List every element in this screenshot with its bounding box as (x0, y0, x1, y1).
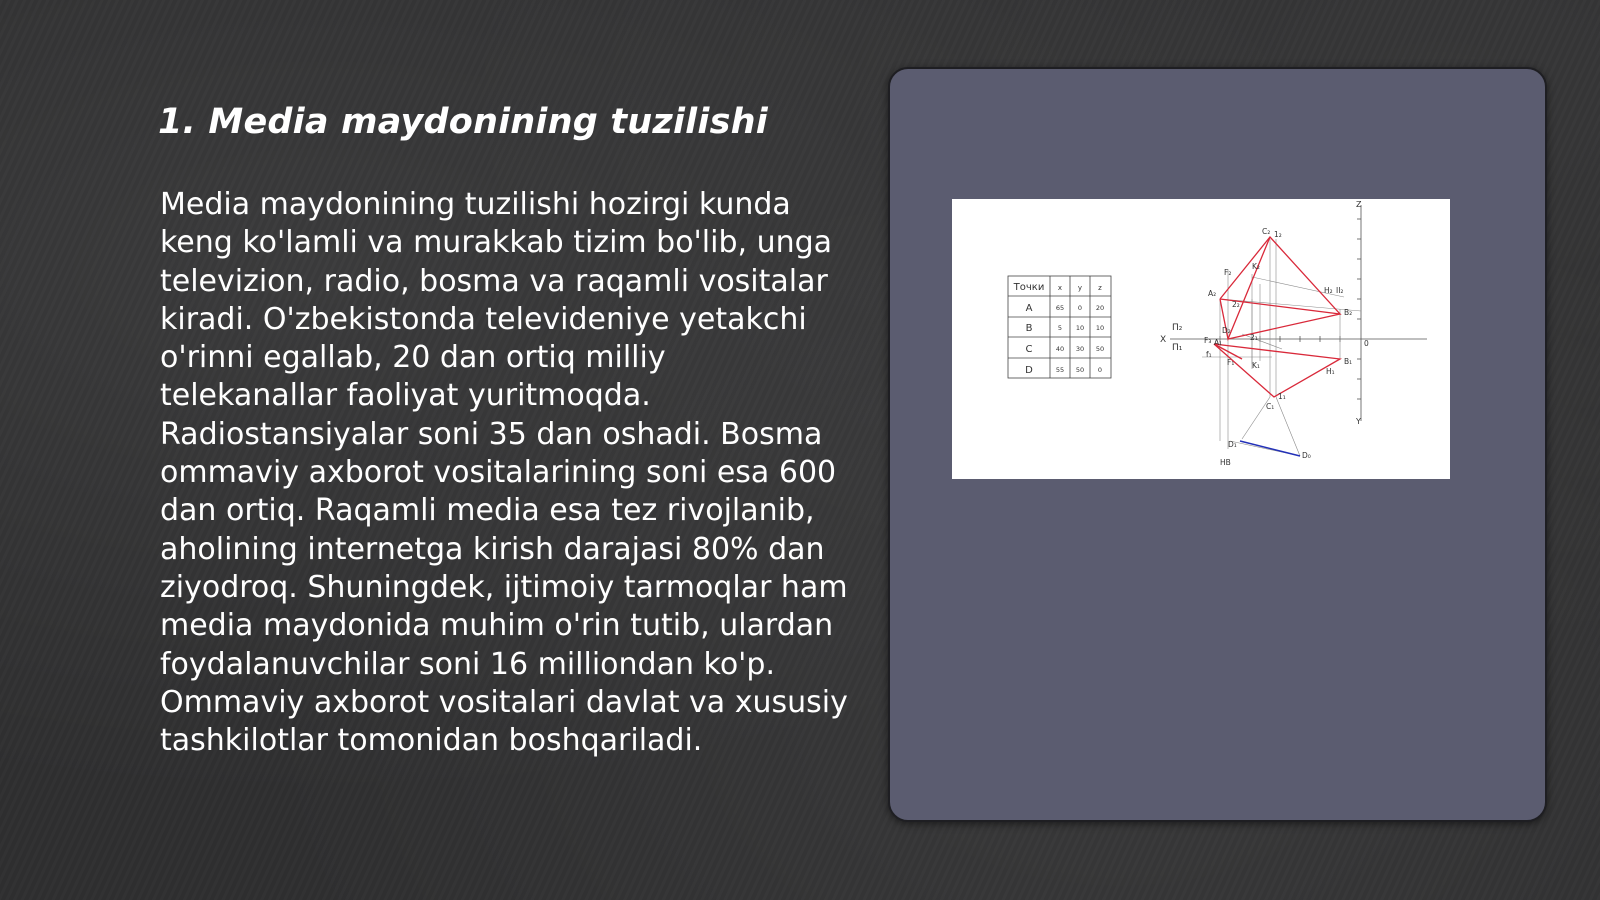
table-header-x: x (1057, 284, 1063, 292)
label-fa: F₃ (1204, 336, 1212, 345)
table-cell: 10 (1095, 324, 1105, 332)
label-h2: H₂ (1324, 286, 1333, 295)
table-header-y: y (1077, 284, 1083, 292)
table-cell: 30 (1075, 345, 1085, 353)
label-k2: K₂ (1252, 262, 1260, 271)
label-d0: D₀ (1302, 451, 1311, 460)
table-cell: 55 (1055, 366, 1065, 374)
table-header-z: z (1098, 284, 1102, 292)
projection-diagram (952, 199, 1450, 479)
label-ii2: II₂ (1336, 286, 1344, 295)
label-c1: C₁ (1266, 402, 1275, 411)
table-cell: D (1025, 365, 1033, 376)
table-cell: A (1025, 303, 1033, 314)
table-cell: 40 (1055, 345, 1065, 353)
label-y: Y (1356, 417, 1361, 426)
label-h1: H₁ (1326, 367, 1335, 376)
table-cell: 50 (1075, 366, 1085, 374)
label-k1: K₁ (1252, 361, 1260, 370)
slide-body-text: Media maydonining tuzilishi hozirgi kunda keng ko'lamli va murakkab tizim bo'lib, unga televizion, radio, bosma va raqamli vositalar kiradi. O'zbekistonda televideniye yetakchi o'rinni egallab, 20 dan ortiq milliy telekanallar faoliyat yuritmoqda. Radiostansiyalar soni 35 dan oshadi. Bosma ommaviy axborot vositalarining soni esa 600 dan ortiq. Raqamli media esa tez rivojlanib, aholining internetga kirish darajasi 80% dan ziyodroq. Shuningdek, ijtimoiy tarmoqlar ham media maydonida muhim o'rin tutib, ulardan foydalanuvchilar soni 16 milliondan ko'p. Ommaviy axborot vositalari davlat va xususiy tashkilotlar tomonidan boshqariladi. (160, 187, 848, 759)
projection-lines (1214, 237, 1340, 397)
table-cell: 65 (1055, 304, 1065, 312)
label-pi1: Π₁ (1172, 343, 1183, 353)
label-f1: F₁ (1227, 358, 1235, 367)
label-z: Z (1356, 200, 1362, 209)
label-f2: F₂ (1224, 268, 1232, 277)
label-one1: 1₁ (1278, 392, 1286, 401)
label-d2: D₂ (1222, 326, 1231, 335)
label-one2: 1₂ (1274, 230, 1282, 239)
label-a2: A₂ (1208, 289, 1217, 298)
table-cell: 0 (1097, 366, 1103, 374)
table-cell: 5 (1057, 324, 1063, 332)
label-a1: A₁ (1214, 338, 1223, 347)
slide-title: 1. Media maydonining tuzilishi (158, 102, 768, 142)
label-x: X (1160, 335, 1167, 345)
blue-segment (1240, 441, 1300, 456)
table-header-points: Точки (1013, 282, 1045, 293)
diagram-labels (1160, 200, 1369, 467)
label-ii1: f₁ (1206, 350, 1212, 359)
descriptive-geometry-figure (952, 199, 1450, 479)
label-hb: HB (1220, 458, 1231, 467)
label-d1: D₁ (1228, 440, 1237, 449)
label-c2: C₂ (1262, 227, 1271, 236)
table-cell: B (1025, 323, 1033, 334)
axes (1170, 205, 1427, 421)
label-b2: B₂ (1344, 308, 1353, 317)
label-two2: 2₂ (1232, 300, 1240, 309)
table-cell: C (1025, 344, 1033, 355)
table-cell: 10 (1075, 324, 1085, 332)
label-zero: 0 (1364, 339, 1369, 348)
label-pi2: Π₂ (1172, 323, 1183, 333)
image-panel (888, 67, 1547, 822)
table-cell: 50 (1095, 345, 1105, 353)
table-cell: 0 (1077, 304, 1083, 312)
table-cell: 20 (1095, 304, 1105, 312)
label-two1: 2₁ (1250, 333, 1258, 342)
label-b1: B₁ (1344, 357, 1353, 366)
